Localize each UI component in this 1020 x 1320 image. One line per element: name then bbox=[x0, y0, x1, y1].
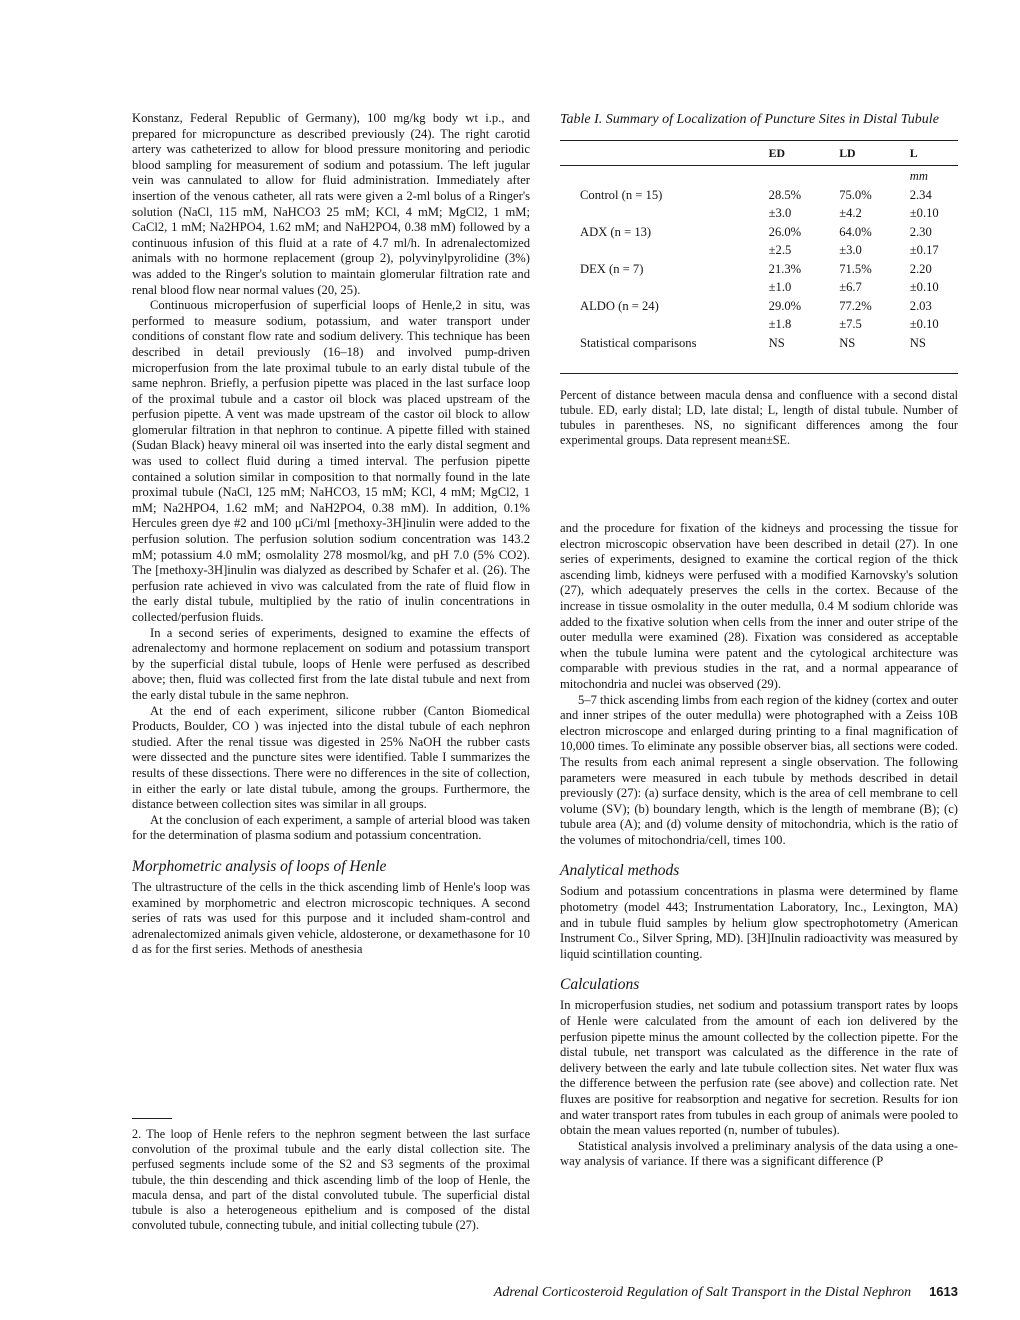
table-row bbox=[560, 260, 958, 279]
page-number: 1613 bbox=[929, 1284, 958, 1299]
ld-cell: 64.0% bbox=[839, 224, 872, 239]
table-row bbox=[560, 316, 958, 335]
row-label: ADX (n = 13) bbox=[580, 224, 652, 239]
ed-cell: ±3.0 bbox=[768, 206, 792, 221]
ed-cell: 26.0% bbox=[768, 224, 802, 239]
ed-cell: ±1.8 bbox=[768, 317, 792, 332]
ld-cell: 71.5% bbox=[839, 261, 872, 276]
paragraph: Continuous microperfusion of superficial loops of Henle,2 in situ, was performed to measure sodium, potassium, and water transport under conditions of constant flow rate and sodium delivery. This technique has been described in detail previously (16–18) and involved pump-driven microperfusion from the late proximal tubule to an early distal tubule of the same nephron. Briefly, a perfusion pipette was placed in the last surface loop of the proximal tubule and a castor oil block was placed upstream of the perfusion pipette. A vent was made upstream of the castor oil block to allow glomerular filtration in that nephron to continue. A pipette filled with stained (Sudan Black) heavy mineral oil was inserted into the early distal segment and was used to collect fluid during a timed interval. The perfusion pipette contained a solution similar in composition to that normally found in the late proximal tubule (NaCl, 125 mM; NaHCO3, 15 mM; KCl, 4 mM; MgCl2, 1 mM; Na2HPO4, 1.62 mM; and NaH2PO4, 0.38 mM). In addition, 0.1% Hercules green dye #2 and 100 μCi/ml [methoxy-3H]inulin were added to the perfusion solution. The perfusion solution sodium concentration was 143.2 mM; potassium 4.0 mM; osmolality 278 mosmol/kg, and pH 7.0 (5% CO2). The [methoxy-3H]inulin was dialyzed as described by Schafer et al. (26). The perfusion rate achieved in vivo was calculated from the rate of fluid flow in the early distal tubule, multiplied by the ratio of inulin concentrations in collected/perfusion fluids. bbox=[132, 298, 530, 624]
left-column bbox=[132, 111, 530, 958]
table-bottom-rule bbox=[560, 373, 958, 374]
ed-cell: 28.5% bbox=[768, 187, 802, 202]
running-title: Adrenal Corticosteroid Regulation of Salt Transport in the Distal Nephron bbox=[493, 1285, 912, 1300]
ed-cell: ±1.0 bbox=[768, 280, 792, 295]
section-heading: Morphometric analysis of loops of Henle bbox=[132, 857, 387, 875]
paragraph: At the end of each experiment, silicone rubber (Canton Biomedical Products, Boulder, CO ) was injected into the distal tubule of each nephron studied. After the renal tissue was digested in 25% NaOH the rubber casts were dissected and the puncture sites were identified. Table I summarizes the results of these dissections. There were no differences in the site of collection, in either the early or late distal tubule, among the groups. Furthermore, the distance between collection sites was similar in all groups. bbox=[132, 703, 530, 812]
ld-cell: 77.2% bbox=[839, 298, 872, 313]
row-label: ALDO (n = 24) bbox=[580, 298, 659, 313]
l-cell: 2.03 bbox=[909, 298, 932, 313]
paragraph: In a second series of experiments, designed to examine the effects of adrenalectomy and hormone replacement on sodium and potassium transport by the superficial distal tubule, loops of Henle were perfused as described above; then, fluid was collected first from the late distal tubule and next from the early distal tubule in the same nephron. bbox=[132, 625, 530, 702]
unit-label: mm bbox=[910, 166, 958, 187]
l-cell: 2.30 bbox=[909, 224, 932, 239]
ed-cell: 29.0% bbox=[768, 298, 802, 313]
table-block bbox=[560, 111, 958, 448]
footnote-divider bbox=[132, 1118, 172, 1119]
l-cell: ±0.10 bbox=[909, 206, 939, 221]
ld-cell: ±7.5 bbox=[839, 317, 862, 332]
ld-cell: 75.0% bbox=[839, 187, 872, 202]
ld-cell: NS bbox=[839, 335, 856, 350]
row-label bbox=[560, 242, 769, 261]
paragraph: Konstanz, Federal Republic of Germany), 100 mg/kg body wt i.p., and prepared for micropuncture as described previously (24). The right carotid artery was catheterized to allow for blood pressure monitoring and periodic blood sampling for measurement of sodium and potassium. The left jugular vein was cannulated to allow for fluid administration. Immediately after insertion of the venous catheter, all rats were given a 2-ml bolus of a Ringer's solution (NaCl, 115 mM, NaHCO3 25 mM; KCl, 4 mM; MgCl2, 1 mM; CaCl2, 1 mM; Na2HPO4, 1.62 mM; and NaH2PO4, 0.38 mM) followed by a continuous infusion of this fluid at a rate of 4.7 ml/h. In adrenalectomized animals with no hormone replacement (group 2), polyvinylpyrolidine (3%) was added to the Ringer's solution to maintain glomerular filtration rate and renal blood flow near normal values (20, 25). bbox=[132, 111, 530, 297]
paragraph: In microperfusion studies, net sodium and potassium transport rates by loops of Henle were calculated from the amount of each ion delivered by the perfusion pipette minus the amount collected by the collection pipette. For the distal tubule, net transport was calculated as the difference in the rate of delivery between the early and late tubule collection sites. Net water flux was the difference between the perfusion rate (see above) and collection rate. Net fluxes are positive for reabsorption and negative for secretion. Results for ion and water transport rates from tubules in each group of animals were pooled to obtain the mean values reported (n, number of tubules). bbox=[560, 998, 958, 1138]
data-table bbox=[560, 141, 958, 353]
l-cell: NS bbox=[909, 335, 926, 350]
ld-cell: ±6.7 bbox=[839, 280, 862, 295]
paragraph: At the conclusion of each experiment, a sample of arterial blood was taken for the determination of plasma sodium and potassium concentration. bbox=[132, 812, 530, 843]
table-header-row bbox=[560, 141, 958, 166]
right-column bbox=[560, 521, 958, 1170]
table-unit-row bbox=[560, 166, 958, 187]
l-cell: 2.34 bbox=[909, 187, 932, 202]
row-label bbox=[560, 316, 769, 335]
table-row bbox=[560, 297, 958, 316]
section-heading: Calculations bbox=[560, 976, 640, 994]
paragraph: Statistical analysis involved a preliminary analysis of the data using a one-way analysis of variance. If there was a significant difference (P bbox=[560, 1138, 958, 1169]
table-row bbox=[560, 223, 958, 242]
paragraph: 5–7 thick ascending limbs from each region of the kidney (cortex and outer and inner stripes of the outer medulla) were photographed with a Zeiss 10B electron microscope and enlarged during printing to a final magnification of 10,000 times. To eliminate any possible observer bias, all sections were coded. The results from each animal represent a single observation. The following parameters were measured in each tubule by methods described in detail previously (27): (a) surface density, which is the area of cell membrane to cell volume (SV); (b) boundary length, which is the length of membrane (B); (c) tubule area (A); and (d) volume density of mitochondria, which is the ratio of the volumes of mitochondria/cell, times 100. bbox=[560, 692, 958, 847]
row-label: DEX (n = 7) bbox=[580, 261, 644, 276]
table-row bbox=[560, 205, 958, 224]
page-footer bbox=[430, 1284, 958, 1301]
table-row bbox=[560, 334, 958, 353]
table-body bbox=[560, 186, 958, 353]
header-cell: L bbox=[909, 145, 918, 160]
ed-cell: NS bbox=[768, 335, 785, 350]
table-row bbox=[560, 242, 958, 261]
l-cell: ±0.10 bbox=[909, 280, 939, 295]
ld-cell: ±3.0 bbox=[839, 243, 862, 258]
table-row bbox=[560, 186, 958, 205]
paragraph: Sodium and potassium concentrations in plasma were determined by flame photometry (model 443; Instrumentation Laboratory, Inc., Lexington, MA) and in tubule fluid samples by helium glow spectrophotometry (American Instrument Co., Silver Spring, MD). [3H]Inulin radioactivity was measured by liquid scintillation counting. bbox=[560, 884, 958, 961]
header-cell: LD bbox=[839, 145, 856, 160]
footnote: 2. The loop of Henle refers to the nephron segment between the last surface convolution of the proximal tubule and the early distal collection site. The perfused segments include some of the S2 and S3 segments of the proximal tubule, the thin descending and thick ascending limb of the loop of Henle, the macula densa, and part of the distal convoluted tubule. The superficial distal tubule is also a heterogeneous epithelium and is composed of the distal convoluted tubule, connecting tubule, and initial collecting tubule (27). bbox=[132, 1127, 530, 1233]
header-cell: ED bbox=[768, 145, 786, 160]
row-label: Statistical comparisons bbox=[580, 335, 697, 350]
paragraph: The ultrastructure of the cells in the thick ascending limb of Henle's loop was examined by morphometric and electron microscopic techniques. A second series of rats was used for this purpose and it included sham-control and adrenalectomized animals given vehicle, aldosterone, or dexamethasone for 10 d as for the first series. Methods of anesthesia bbox=[132, 879, 530, 957]
row-label bbox=[560, 279, 769, 298]
ed-cell: ±2.5 bbox=[768, 243, 792, 258]
l-cell: ±0.17 bbox=[909, 243, 939, 258]
paragraph: and the procedure for fixation of the kidneys and processing the tissue for electron microscopic observation have been described in detail (27). In one series of experiments, designed to examine the cortical region of the thick ascending limb, kidneys were perfused with a modified Karnovsky's solution (27), which adequately preserves the cells in the cortex. Because of the increase in tissue osmolality in the outer medulla, 0.4 M sodium chloride was added to the fixative solution when cells from the inner and outer stripe of the outer medulla were examined (28). Fixation was considered as acceptable when the tubule lumina were patent and the cytological architecture was comparable with previous studies in the rat, and a normal appearance of mitochondria and nuclei was observed (29). bbox=[560, 521, 958, 691]
ld-cell: ±4.2 bbox=[839, 206, 862, 221]
row-label bbox=[560, 205, 769, 224]
header-cell bbox=[560, 141, 769, 166]
table-note: Percent of distance between macula densa and confluence with a second distal tubule. ED, early distal; LD, late distal; L, length of distal tubule. Number of tubules in parentheses. NS, no significant differences among the four experimental groups. Data represent mean±SE. bbox=[560, 387, 958, 448]
l-cell: ±0.10 bbox=[909, 317, 939, 332]
table-row bbox=[560, 279, 958, 298]
section-heading: Analytical methods bbox=[560, 862, 680, 880]
table-title: Table I. Summary of Localization of Puncture Sites in Distal Tubule bbox=[560, 112, 939, 127]
l-cell: 2.20 bbox=[909, 261, 932, 276]
row-label: Control (n = 15) bbox=[580, 187, 663, 202]
ed-cell: 21.3% bbox=[768, 261, 802, 276]
